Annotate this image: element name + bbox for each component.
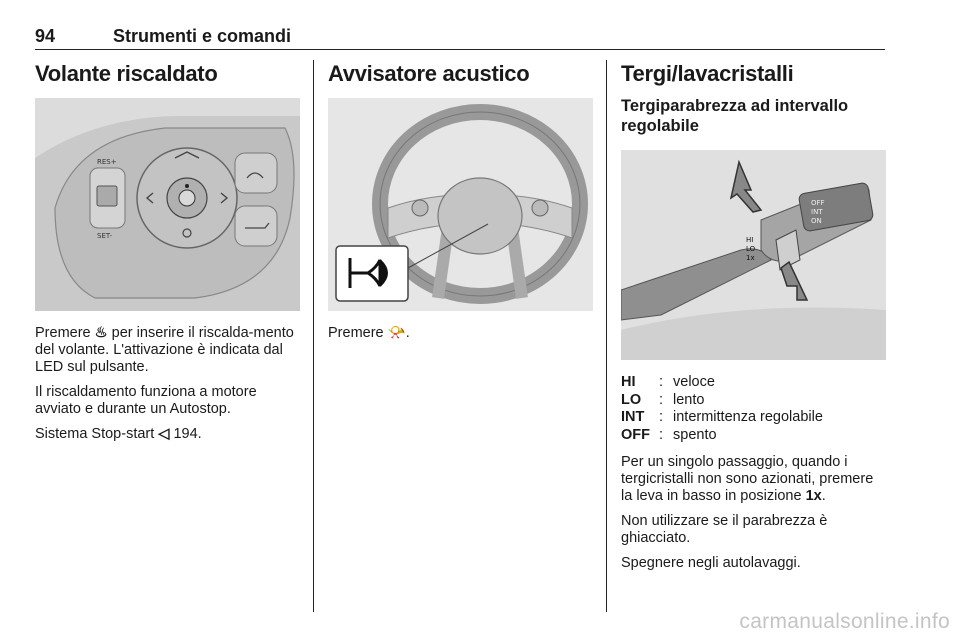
definition-key: HI [621, 374, 636, 390]
paragraph: Premere 📯. [328, 325, 410, 341]
chapter-title: Strumenti e comandi [113, 26, 292, 46]
svg-text:SET-: SET- [97, 232, 113, 240]
column-divider [606, 60, 607, 612]
wiper-lever-image [621, 150, 886, 360]
page-header [35, 26, 885, 50]
definition-row: INT : intermittenza regolabile [621, 409, 886, 427]
horn-icon: 📯 [387, 325, 406, 341]
svg-text:ON: ON [811, 217, 822, 225]
section-subtitle: Tergiparabrezza ad intervallo regolabile [621, 97, 849, 135]
section-heated-steering-wheel [35, 60, 300, 451]
section-title: Volante riscaldato [35, 61, 218, 86]
svg-text:HI: HI [746, 236, 754, 244]
paragraph: Il riscaldamento funziona a motore avviato e durante un Autostop. [35, 384, 257, 417]
svg-text:RES+: RES+ [97, 158, 117, 166]
section-wipers [621, 60, 886, 580]
definition-row: HI : veloce [621, 374, 886, 392]
definition-value: lento [673, 391, 705, 408]
paragraph: Premere ♨ per inserire il riscalda-mento del volante. L'attivazione è indicata dal LED sul pulsante. [35, 325, 294, 375]
section-title: Tergi/lavacristalli [621, 61, 794, 86]
definition-key: LO [621, 391, 642, 408]
definition-value: spento [673, 426, 717, 443]
definition-value: veloce [673, 374, 715, 390]
page-number: 94 [35, 26, 56, 46]
steering-wheel-buttons-image [35, 98, 300, 311]
steering-wheel-horn-image [328, 98, 593, 311]
paragraph: Per un singolo passaggio, quando i tergicristalli non sono azionati, premere la leva in basso in posizione 1x. [621, 454, 874, 504]
section-horn [328, 60, 593, 350]
svg-text:OFF: OFF [811, 199, 825, 207]
page-reference-icon: ◁ [158, 426, 170, 442]
svg-text:LO: LO [746, 245, 756, 253]
section-title: Avvisatore acustico [328, 61, 530, 86]
watermark: carmanualsonline.info [739, 610, 950, 633]
definition-key: INT [621, 409, 645, 425]
paragraph: Spegnere negli autolavaggi. [621, 555, 801, 571]
svg-text:INT: INT [811, 208, 823, 216]
column-divider [313, 60, 314, 612]
definition-row: OFF : spento [621, 427, 886, 445]
svg-text:1x: 1x [746, 254, 755, 262]
definition-key: OFF [621, 426, 650, 443]
paragraph: Sistema Stop-start ◁ 194. [35, 426, 202, 442]
paragraph: Non utilizzare se il parabrezza è ghiacciato. [621, 513, 828, 546]
definition-value: intermittenza regolabile [673, 409, 823, 425]
definition-row: LO : lento [621, 392, 886, 410]
position-definitions [621, 374, 886, 444]
heated-wheel-icon: ♨ [94, 325, 108, 341]
